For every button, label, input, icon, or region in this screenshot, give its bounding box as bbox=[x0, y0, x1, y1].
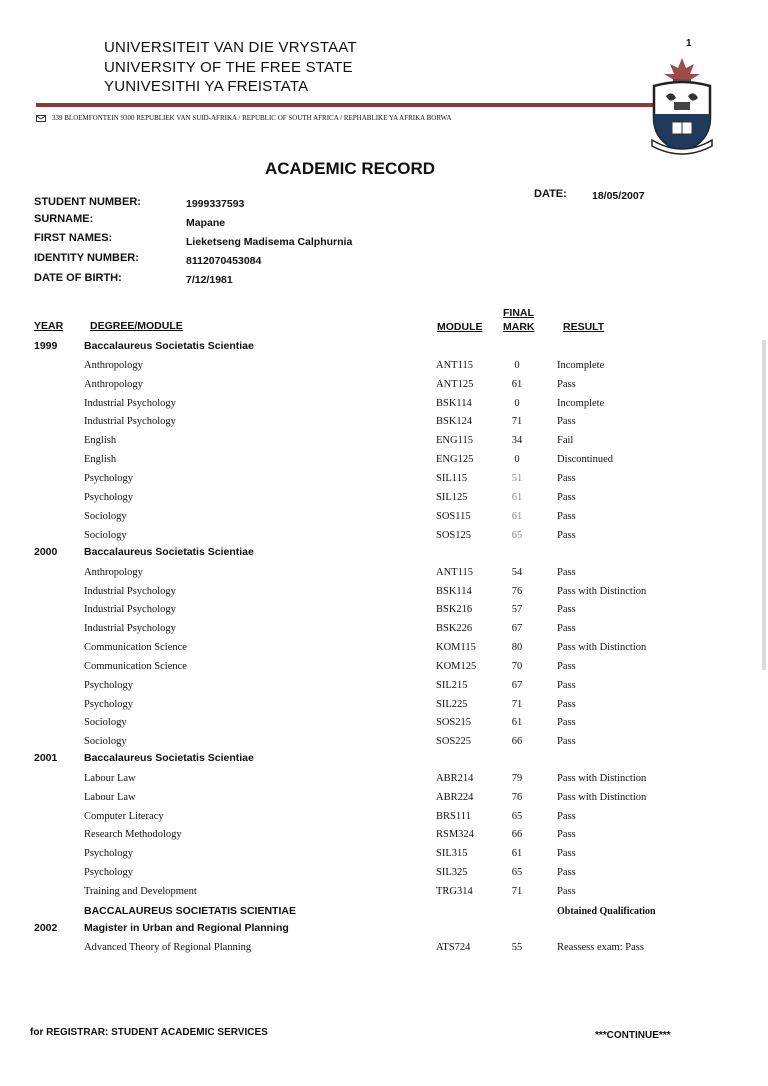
final-mark: 67 bbox=[511, 680, 523, 691]
module-code: BSK124 bbox=[436, 416, 473, 427]
result: Pass bbox=[557, 736, 576, 747]
final-mark: 57 bbox=[511, 604, 523, 615]
module-code: BSK114 bbox=[436, 586, 472, 597]
module-code: ENG125 bbox=[436, 454, 474, 465]
module-name: Psychology bbox=[84, 848, 134, 859]
module-code: SIL315 bbox=[436, 848, 468, 859]
module-code: TRG314 bbox=[436, 886, 473, 897]
registrar-footer: for REGISTRAR: STUDENT ACADEMIC SERVICES bbox=[30, 1027, 268, 1038]
module-name: Industrial Psychology bbox=[84, 416, 176, 427]
degree-name: Baccalaureus Societatis Scientiae bbox=[84, 752, 254, 764]
module-name: Communication Science bbox=[84, 642, 187, 653]
result: Pass bbox=[557, 867, 576, 878]
result: Pass bbox=[557, 511, 576, 522]
result: Pass bbox=[557, 379, 576, 390]
first-names-value: Lieketseng Madisema Calphurnia bbox=[186, 236, 353, 248]
table-row bbox=[0, 642, 768, 660]
result: Fail bbox=[557, 435, 574, 446]
final-mark: 61 bbox=[511, 492, 523, 503]
column-header-result: RESULT bbox=[563, 321, 605, 333]
first-names-label: FIRST NAMES: bbox=[34, 232, 113, 244]
module-code: SIL215 bbox=[436, 680, 468, 691]
module-code: BSK114 bbox=[436, 398, 472, 409]
year-label: 2001 bbox=[34, 752, 58, 764]
table-row bbox=[0, 454, 768, 472]
table-row bbox=[0, 623, 768, 641]
module-name: Anthropology bbox=[84, 567, 143, 578]
header-divider bbox=[36, 103, 654, 107]
final-mark: 71 bbox=[511, 699, 523, 710]
university-name-sesotho: YUNIVESITHI YA FREISTATA bbox=[104, 78, 309, 95]
module-name: Industrial Psychology bbox=[84, 398, 176, 409]
document-title: ACADEMIC RECORD bbox=[265, 159, 435, 178]
table-row bbox=[0, 416, 768, 434]
module-name: Research Methodology bbox=[84, 829, 182, 840]
result: Pass with Distinction bbox=[557, 586, 647, 597]
module-name: English bbox=[84, 454, 117, 465]
final-mark: 76 bbox=[511, 792, 523, 803]
module-code: SIL325 bbox=[436, 867, 468, 878]
address-text: 339 BLOEMFONTEIN 9300 REPUBLIEK VAN SUID-AFRIKA / REPUBLIC OF SOUTH AFRICA / REPHABLIKE YA AFRIKA BORWA bbox=[52, 114, 452, 122]
result: Pass bbox=[557, 829, 576, 840]
page-number: 1 bbox=[686, 38, 692, 49]
final-mark: 61 bbox=[511, 379, 523, 390]
table-row bbox=[0, 848, 768, 866]
module-name: Industrial Psychology bbox=[84, 604, 176, 615]
module-code: BRS111 bbox=[436, 811, 471, 822]
module-code: SIL115 bbox=[436, 473, 468, 484]
table-row bbox=[0, 867, 768, 885]
table-row bbox=[0, 829, 768, 847]
identity-number-value: 8112070453084 bbox=[186, 255, 262, 267]
identity-number-label: IDENTITY NUMBER: bbox=[34, 252, 139, 264]
result: Pass bbox=[557, 680, 576, 691]
module-code: SOS215 bbox=[436, 717, 472, 728]
surname-label: SURNAME: bbox=[34, 213, 94, 225]
module-code: ANT125 bbox=[436, 379, 474, 390]
module-code: SOS115 bbox=[436, 511, 471, 522]
result: Pass bbox=[557, 567, 576, 578]
result: Pass bbox=[557, 530, 576, 541]
module-code: KOM125 bbox=[436, 661, 477, 672]
final-mark: 66 bbox=[511, 736, 523, 747]
final-mark: 67 bbox=[511, 623, 523, 634]
table-row bbox=[0, 717, 768, 735]
date-label: DATE: bbox=[534, 188, 567, 200]
final-mark: 70 bbox=[511, 661, 523, 672]
envelope-icon bbox=[36, 115, 46, 122]
result: Pass bbox=[557, 473, 576, 484]
table-row bbox=[0, 586, 768, 604]
result: Pass with Distinction bbox=[557, 773, 647, 784]
final-mark: 76 bbox=[511, 586, 523, 597]
table-row bbox=[0, 567, 768, 585]
module-code: SIL225 bbox=[436, 699, 468, 710]
module-name: Sociology bbox=[84, 530, 127, 541]
module-name: Psychology bbox=[84, 492, 134, 503]
table-row bbox=[0, 492, 768, 510]
module-name: Advanced Theory of Regional Planning bbox=[84, 942, 252, 953]
table-row bbox=[0, 792, 768, 810]
module-name: Labour Law bbox=[84, 792, 136, 803]
column-header-year: YEAR bbox=[34, 320, 64, 332]
module-name: Psychology bbox=[84, 473, 134, 484]
module-name: Psychology bbox=[84, 680, 134, 691]
result: Pass bbox=[557, 699, 576, 710]
degree-name: Baccalaureus Societatis Scientiae bbox=[84, 546, 254, 558]
table-row bbox=[0, 811, 768, 829]
module-code: KOM115 bbox=[436, 642, 476, 653]
module-code: SOS125 bbox=[436, 530, 472, 541]
module-name: Anthropology bbox=[84, 379, 143, 390]
result: Incomplete bbox=[557, 398, 605, 409]
module-name: Sociology bbox=[84, 511, 127, 522]
module-code: ATS724 bbox=[436, 942, 471, 953]
final-mark: 65 bbox=[511, 867, 523, 878]
column-header-module: MODULE bbox=[437, 321, 483, 333]
module-code: ANT115 bbox=[436, 567, 473, 578]
final-mark: 61 bbox=[511, 717, 523, 728]
qualification-name: BACCALAUREUS SOCIETATIS SCIENTIAE bbox=[84, 905, 296, 917]
module-name: Labour Law bbox=[84, 773, 136, 784]
university-name-afrikaans: UNIVERSITEIT VAN DIE VRYSTAAT bbox=[104, 39, 357, 56]
result: Reassess exam: Pass bbox=[557, 942, 644, 953]
result: Pass bbox=[557, 623, 576, 634]
module-name: Industrial Psychology bbox=[84, 623, 176, 634]
result: Pass with Distinction bbox=[557, 642, 647, 653]
table-row bbox=[0, 773, 768, 791]
result: Pass with Distinction bbox=[557, 792, 647, 803]
continue-marker: ***CONTINUE*** bbox=[595, 1030, 671, 1041]
surname-value: Mapane bbox=[186, 217, 226, 229]
result: Pass bbox=[557, 848, 576, 859]
result: Discontinued bbox=[557, 454, 613, 465]
final-mark: 71 bbox=[511, 886, 523, 897]
module-name: Sociology bbox=[84, 717, 127, 728]
table-row bbox=[0, 661, 768, 679]
column-header-final: FINAL bbox=[503, 307, 534, 319]
result: Pass bbox=[557, 811, 576, 822]
final-mark: 0 bbox=[514, 454, 520, 465]
crest-flame bbox=[664, 58, 700, 83]
result: Pass bbox=[557, 416, 576, 427]
module-name: Psychology bbox=[84, 699, 134, 710]
column-header-degree-module: DEGREE/MODULE bbox=[90, 320, 183, 332]
date-of-birth-value: 7/12/1981 bbox=[186, 274, 233, 286]
final-mark: 61 bbox=[511, 848, 523, 859]
result: Incomplete bbox=[557, 360, 605, 371]
university-crest-icon bbox=[646, 56, 718, 156]
degree-name: Baccalaureus Societatis Scientiae bbox=[84, 340, 254, 352]
date-value: 18/05/2007 bbox=[592, 190, 645, 202]
final-mark: 65 bbox=[511, 811, 523, 822]
degree-name: Magister in Urban and Regional Planning bbox=[84, 922, 289, 934]
module-name: Training and Development bbox=[84, 886, 197, 897]
module-name: Sociology bbox=[84, 736, 127, 747]
final-mark: 0 bbox=[514, 398, 520, 409]
final-mark: 71 bbox=[511, 416, 523, 427]
postal-address bbox=[36, 114, 452, 122]
table-row bbox=[0, 699, 768, 717]
final-mark: 66 bbox=[511, 829, 523, 840]
table-row bbox=[0, 379, 768, 397]
module-code: ENG115 bbox=[436, 435, 473, 446]
table-row bbox=[0, 511, 768, 529]
result: Pass bbox=[557, 886, 576, 897]
result: Pass bbox=[557, 492, 576, 503]
table-row bbox=[0, 398, 768, 416]
final-mark: 34 bbox=[511, 435, 523, 446]
module-code: SOS225 bbox=[436, 736, 472, 747]
final-mark: 51 bbox=[511, 473, 523, 484]
scan-edge bbox=[762, 340, 766, 670]
university-name-english: UNIVERSITY OF THE FREE STATE bbox=[104, 59, 353, 76]
module-code: ABR214 bbox=[436, 773, 474, 784]
module-code: BSK216 bbox=[436, 604, 473, 615]
column-header-mark: MARK bbox=[503, 321, 535, 333]
module-code: ANT115 bbox=[436, 360, 473, 371]
module-name: English bbox=[84, 435, 117, 446]
table-row bbox=[0, 942, 768, 960]
qualification-result: Obtained Qualification bbox=[557, 906, 656, 917]
final-mark: 65 bbox=[511, 530, 523, 541]
module-name: Anthropology bbox=[84, 360, 143, 371]
final-mark: 80 bbox=[511, 642, 523, 653]
result: Pass bbox=[557, 604, 576, 615]
student-number-label: STUDENT NUMBER: bbox=[34, 196, 141, 208]
module-name: Psychology bbox=[84, 867, 134, 878]
year-label: 2002 bbox=[34, 922, 58, 934]
module-name: Industrial Psychology bbox=[84, 586, 176, 597]
final-mark: 55 bbox=[511, 942, 523, 953]
year-label: 1999 bbox=[34, 340, 58, 352]
final-mark: 54 bbox=[511, 567, 523, 578]
table-row bbox=[0, 435, 768, 453]
table-row bbox=[0, 604, 768, 622]
final-mark: 0 bbox=[514, 360, 520, 371]
result: Pass bbox=[557, 717, 576, 728]
final-mark: 79 bbox=[511, 773, 523, 784]
module-code: ABR224 bbox=[436, 792, 474, 803]
table-row bbox=[0, 886, 768, 904]
table-row bbox=[0, 680, 768, 698]
module-name: Communication Science bbox=[84, 661, 187, 672]
year-label: 2000 bbox=[34, 546, 58, 558]
result: Pass bbox=[557, 661, 576, 672]
date-of-birth-label: DATE OF BIRTH: bbox=[34, 272, 122, 284]
module-code: SIL125 bbox=[436, 492, 468, 503]
module-name: Computer Literacy bbox=[84, 811, 164, 822]
student-number-value: 1999337593 bbox=[186, 198, 245, 210]
final-mark: 61 bbox=[511, 511, 523, 522]
module-code: RSM324 bbox=[436, 829, 474, 840]
table-row bbox=[0, 360, 768, 378]
table-row bbox=[0, 473, 768, 491]
module-code: BSK226 bbox=[436, 623, 473, 634]
